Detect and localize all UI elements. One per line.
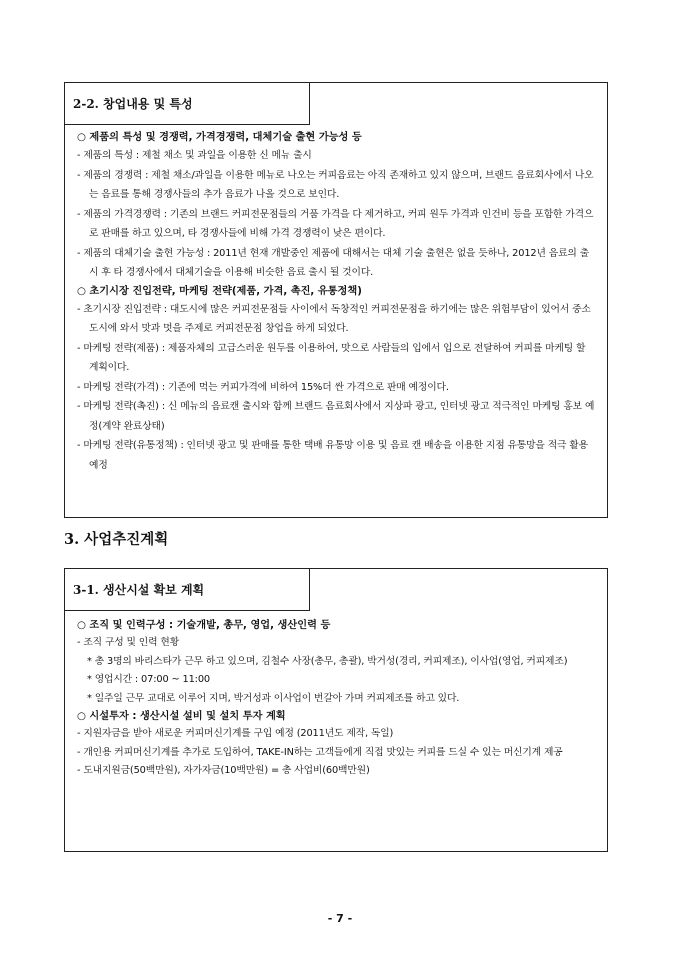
section-3-1-title-box: [65, 569, 310, 611]
list-item: - 마케팅 전략(촉진) : 신 메뉴의 음료캔 출시와 함께 브랜드 음료회사에서 지상파 광고, 인터넷 광고 적극적인 마케팅 홍보 예정(계약 완료상태): [77, 401, 595, 432]
heading-facility-investment: ○ 시설투자 : 생산시설 설비 및 설치 투자 계획: [77, 711, 286, 722]
section-2-2-content: [77, 129, 597, 475]
section-2-2-title: 2-2. 창업내용 및 특성: [73, 97, 193, 111]
bullet-item: * 영업시간 : 07:00 ~ 11:00: [87, 674, 210, 685]
list-item: - 초기시장 진입전략 : 대도시에 많은 커피전문점들 사이에서 독창적인 커피전문점을 하기에는 많은 위험부담이 있어서 중소도시에 와서 맛과 멋을 주제로 커피전문점 창업을 하게 되었다.: [77, 303, 591, 334]
list-item: - 제품의 특성 : 제철 채소 및 과일을 이용한 신 메뉴 출시: [77, 150, 312, 161]
bullet-item: * 일주일 근무 교대로 이루어 지며, 박거성과 이사업이 번갈아 가며 커피제조를 하고 있다.: [87, 692, 460, 704]
list-item: - 조직 구성 및 인력 현황: [77, 637, 180, 648]
section-2-2-title-box: [65, 83, 310, 125]
list-item: - 마케팅 전략(제품) : 제품자체의 고급스러운 원두를 이용하여, 맛으로 사람들의 입에서 입으로 전달하여 커피를 마케팅 할 계획이다.: [77, 342, 586, 373]
section-3-1-title: 3-1. 생산시설 확보 계획: [73, 583, 205, 597]
list-item: - 마케팅 전략(가격) : 기존에 먹는 커피가격에 비하여 15%더 싼 가격으로 판매 예정이다.: [77, 381, 449, 393]
list-item: - 개인용 커피머신기계를 추가로 도입하여, TAKE-IN하는 고객들에게 직접 맛있는 커피를 드실 수 있는 머신기계 제공: [77, 746, 563, 758]
page-number: - 7 -: [327, 912, 353, 925]
heading-product-features: ○ 제품의 특성 및 경쟁력, 가격경쟁력, 대체기술 출현 가능성 등: [77, 132, 362, 143]
section-3-heading: 3. 사업추진계획: [64, 531, 169, 548]
section-2-2-box: [64, 82, 608, 518]
list-item: - 제품의 대체기술 출현 가능성 : 2011년 현재 개발중인 제품에 대해서는 대체 기술 출현은 없을 듯하나, 2012년 음료의 출시 후 타 경쟁사에서 대체기술을 이용해 비슷한 음료 출시 될 것이다.: [77, 247, 590, 278]
list-item: - 제품의 경쟁력 : 제철 채소/과일을 이용한 메뉴로 나오는 커피음료는 아직 존재하고 있지 않으며, 브랜드 음료회사에서 나오는 음료를 통해 경쟁사들의 추가 음료가 나올 것으로 보인다.: [77, 169, 594, 200]
heading-organization: ○ 조직 및 인력구성 : 기술개발, 총무, 영업, 생산인력 등: [77, 620, 331, 631]
list-item: - 제품의 가격경쟁력 : 기존의 브랜드 커피전문점들의 거품 가격을 다 제거하고, 커피 원두 가격과 인건비 등을 포함한 가격으로 판매를 하고 있으며, 타 경쟁사들에 비해 가격 경쟁력이 낮은 편이다.: [77, 208, 594, 239]
list-item: - 도내지원금(50백만원), 자가자금(10백만원) = 총 사업비(60백만원): [77, 765, 370, 776]
heading-market-strategy: ○ 초기시장 진입전략, 마케팅 전략(제품, 가격, 촉진, 유통정책): [77, 285, 362, 297]
bullet-item: * 총 3명의 바리스타가 근무 하고 있으며, 김철수 사장(총무, 총괄), 박거성(경리, 커피제조), 이사업(영업, 커피제조): [87, 655, 568, 667]
list-item: - 마케팅 전략(유통정책) : 인터넷 광고 및 판매를 통한 택배 유통망 이용 및 음료 캔 배송을 이용한 지점 유통망을 적극 활용 예정: [77, 440, 588, 471]
section-3-1-box: [64, 568, 608, 852]
list-item: - 지원자금을 받아 새로운 커피머신기계를 구입 예정 (2011년도 제작, 독일): [77, 728, 394, 739]
section-3-1-content: [77, 617, 597, 781]
